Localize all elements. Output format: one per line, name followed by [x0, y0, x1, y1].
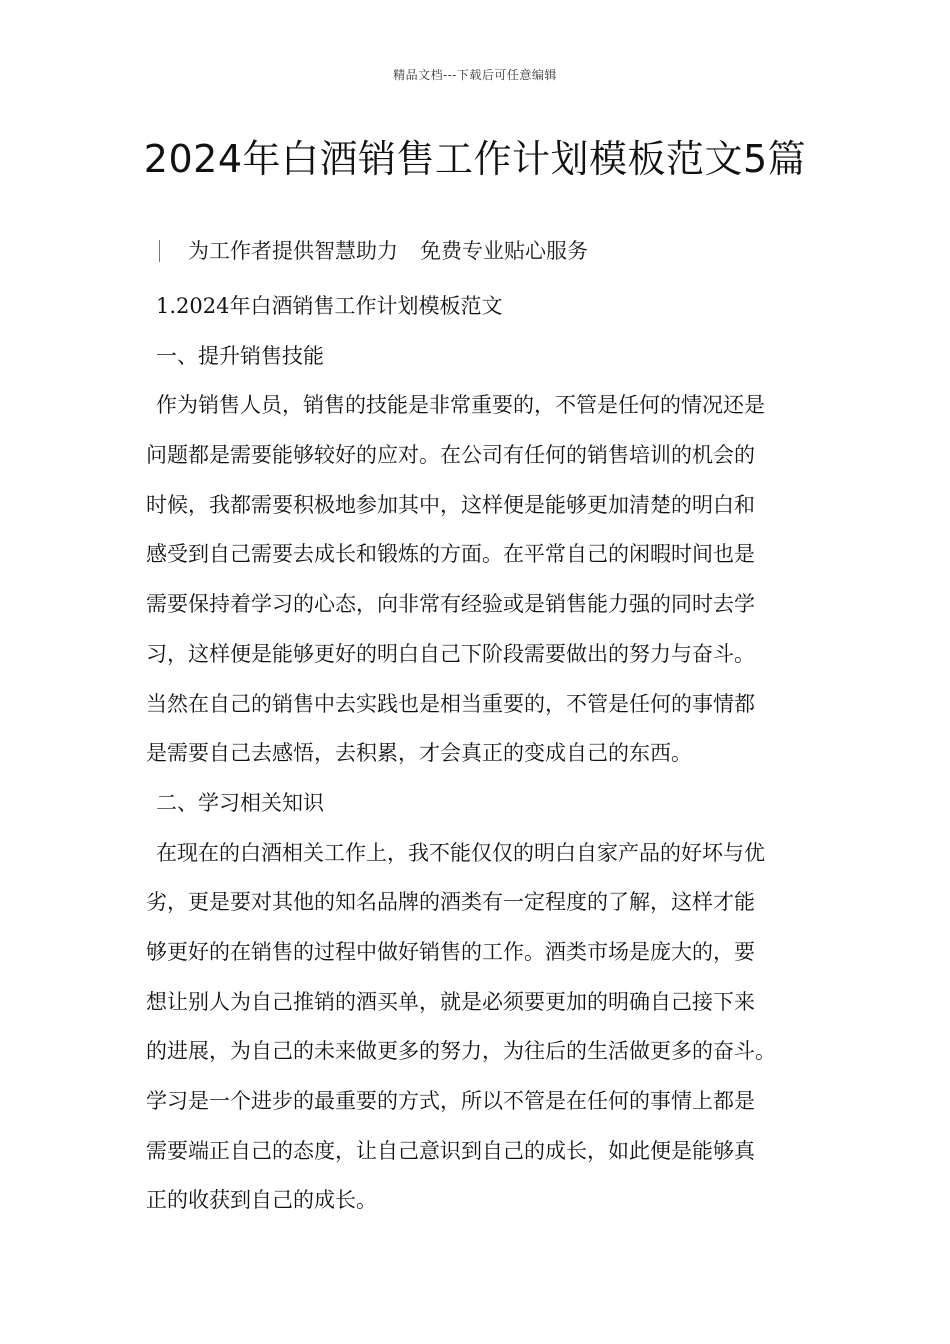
body-line: 感受到自己需要去成长和锻炼的方面。在平常自己的闲暇时间也是: [146, 542, 755, 567]
body-line: 想让别人为自己推销的酒买单，就是必须要更加的明确自己接下来: [146, 989, 755, 1014]
document-title: 2024年白酒销售工作计划模板范文5篇: [143, 137, 807, 181]
body-line: 习，这样便是能够更好的明白自己下阶段需要做出的努力与奋斗。: [146, 641, 755, 666]
body-line: 在现在的白酒相关工作上，我不能仅仅的明白自家产品的好坏与优: [156, 840, 765, 865]
header-note: 精品文档---下载后可任意编辑: [393, 68, 557, 82]
body-line: 的进展，为自己的未来做更多的努力，为往后的生活做更多的奋斗。: [146, 1039, 776, 1064]
body-line: 是需要自己去感悟，去积累，才会真正的变成自己的东西。: [146, 741, 692, 766]
body-line: 够更好的在销售的过程中做好销售的工作。酒类市场是庞大的，要: [146, 939, 755, 964]
document-body: [146, 282, 826, 1226]
body-line: 劣，更是要对其他的知名品牌的酒类有一定程度的了解，这样才能: [146, 890, 755, 915]
body-line: 学习是一个进步的最重要的方式，所以不管是在任何的事情上都是: [146, 1089, 755, 1113]
tagline-right: 免费专业贴心服务: [420, 239, 588, 263]
body-line: 二、学习相关知识: [156, 790, 324, 815]
tagline: [146, 235, 588, 265]
body-line: 问题都是需要能够较好的应对。在公司有任何的销售培训的机会的: [146, 443, 755, 468]
body-line: 作为销售人员，销售的技能是非常重要的，不管是任何的情况还是: [156, 393, 765, 418]
body-line: 时候，我都需要积极地参加其中，这样便是能够更加清楚的明白和: [146, 492, 755, 517]
body-line: 正的收获到自己的成长。: [146, 1188, 377, 1213]
body-line: 1.2024年白酒销售工作计划模板范文: [156, 294, 503, 318]
body-line: 需要端正自己的态度，让自己意识到自己的成长，如此便是能够真: [146, 1138, 755, 1163]
tagline-left: 为工作者提供智慧助力: [188, 239, 398, 263]
body-line: 当然在自己的销售中去实践也是相当重要的，不管是任何的事情都: [146, 691, 755, 716]
body-line: 一、提升销售技能: [156, 343, 324, 368]
body-line: 需要保持着学习的心态，向非常有经验或是销售能力强的同时去学: [146, 592, 755, 617]
tagline-divider: [159, 240, 160, 262]
